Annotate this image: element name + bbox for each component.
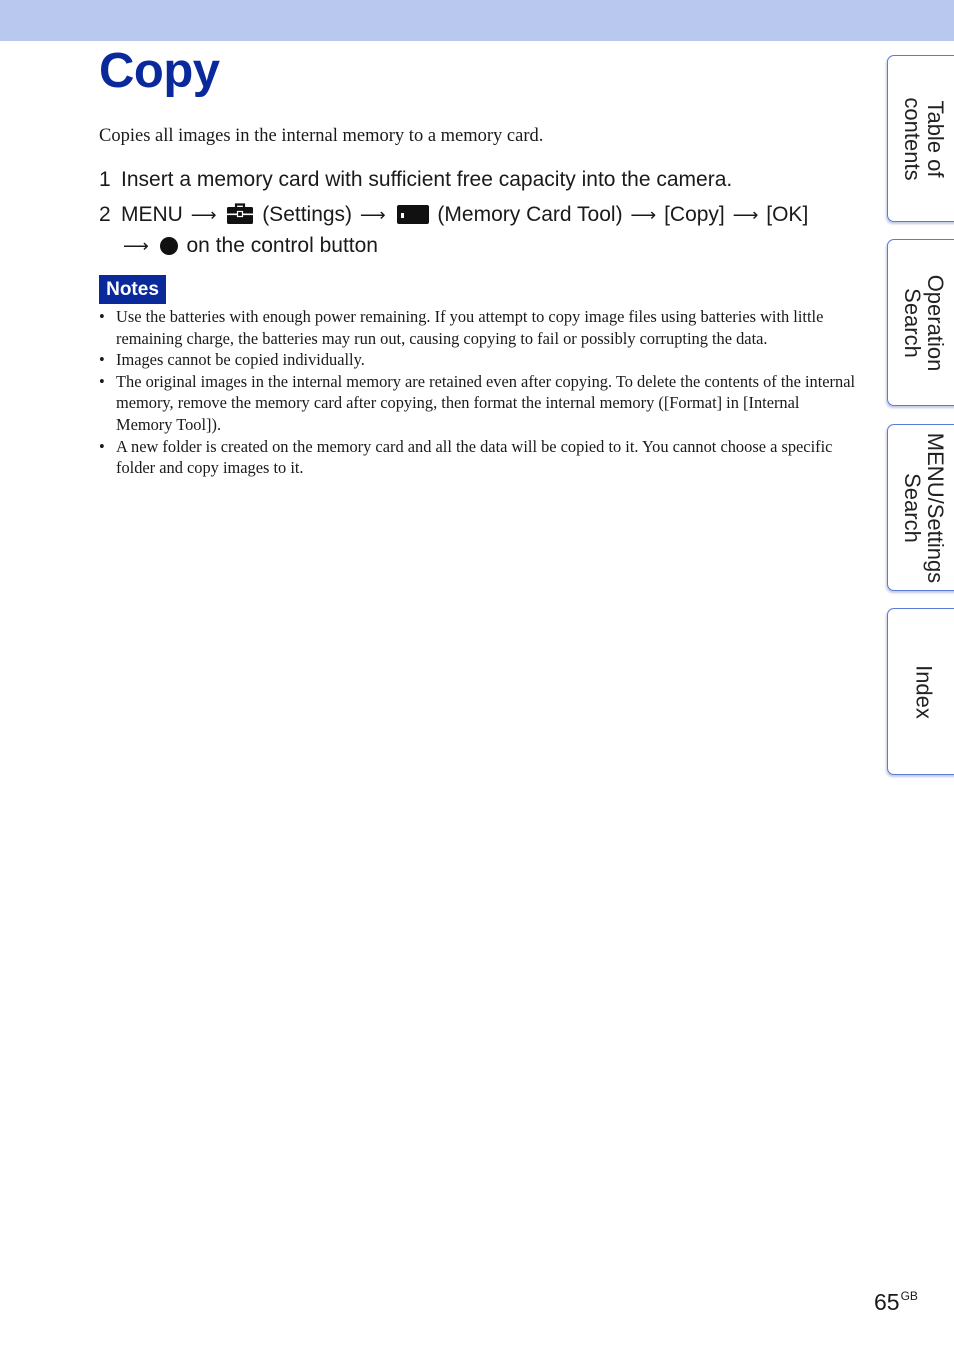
settings-label: (Settings) — [262, 203, 353, 226]
step-text: Insert a memory card with sufficient free capacity into the camera. — [121, 168, 733, 191]
tab-menu-settings-search[interactable] — [887, 424, 954, 591]
notes-list — [99, 306, 859, 479]
menu-label: MENU — [121, 203, 183, 226]
filled-circle-icon — [159, 236, 179, 256]
copy-option: [Copy] — [664, 203, 725, 226]
tab-label: Table of contents — [900, 96, 948, 181]
right-arrow-icon: ⟶ — [732, 205, 759, 225]
memory-card-tool-label: (Memory Card Tool) — [437, 203, 623, 226]
tab-table-of-contents[interactable] — [887, 55, 954, 222]
page-number — [874, 1289, 918, 1316]
tab-label: Index — [911, 664, 937, 719]
step-number: 2 — [99, 203, 111, 226]
tab-label: Operation Search — [900, 274, 948, 371]
right-arrow-icon: ⟶ — [359, 205, 386, 225]
step-2 — [99, 200, 859, 261]
step-2-line-1 — [99, 200, 859, 231]
page-title: Copy — [99, 44, 220, 98]
top-banner — [0, 0, 954, 41]
step-2-line-2 — [99, 231, 859, 262]
right-arrow-icon: ⟶ — [630, 205, 657, 225]
tab-label: MENU/Settings Search — [900, 432, 948, 583]
page-number-suffix: GB — [900, 1289, 918, 1303]
control-button-text: on the control button — [186, 233, 378, 257]
tab-index[interactable] — [887, 608, 954, 775]
tab-operation-search[interactable] — [887, 239, 954, 406]
notes-badge: Notes — [99, 275, 166, 304]
note-item: • Use the batteries with enough power remaining. If you attempt to copy image files using batteries with little remaining charge, the batteries may run out, causing copying to fail or possibly corrupting the data. — [99, 306, 859, 349]
step-number: 1 — [99, 168, 111, 191]
ok-option: [OK] — [766, 203, 809, 226]
right-arrow-icon: ⟶ — [123, 235, 149, 256]
toolbox-icon — [226, 203, 254, 225]
note-item: • A new folder is created on the memory card and all the data will be copied to it. You cannot choose a specific folder and copy images to it. — [99, 436, 859, 479]
page-number-value: 65 — [874, 1289, 900, 1315]
step-1 — [99, 165, 859, 195]
note-item: • The original images in the internal memory are retained even after copying. To delete the contents of the internal memory, remove the memory card after copying, then format the internal memory ([Format] in [Internal Memory Tool]). — [99, 371, 859, 436]
note-item: • Images cannot be copied individually. — [99, 349, 859, 371]
right-arrow-icon: ⟶ — [190, 205, 217, 225]
intro-text: Copies all images in the internal memory to a memory card. — [99, 126, 544, 146]
memory-card-icon — [396, 203, 430, 225]
